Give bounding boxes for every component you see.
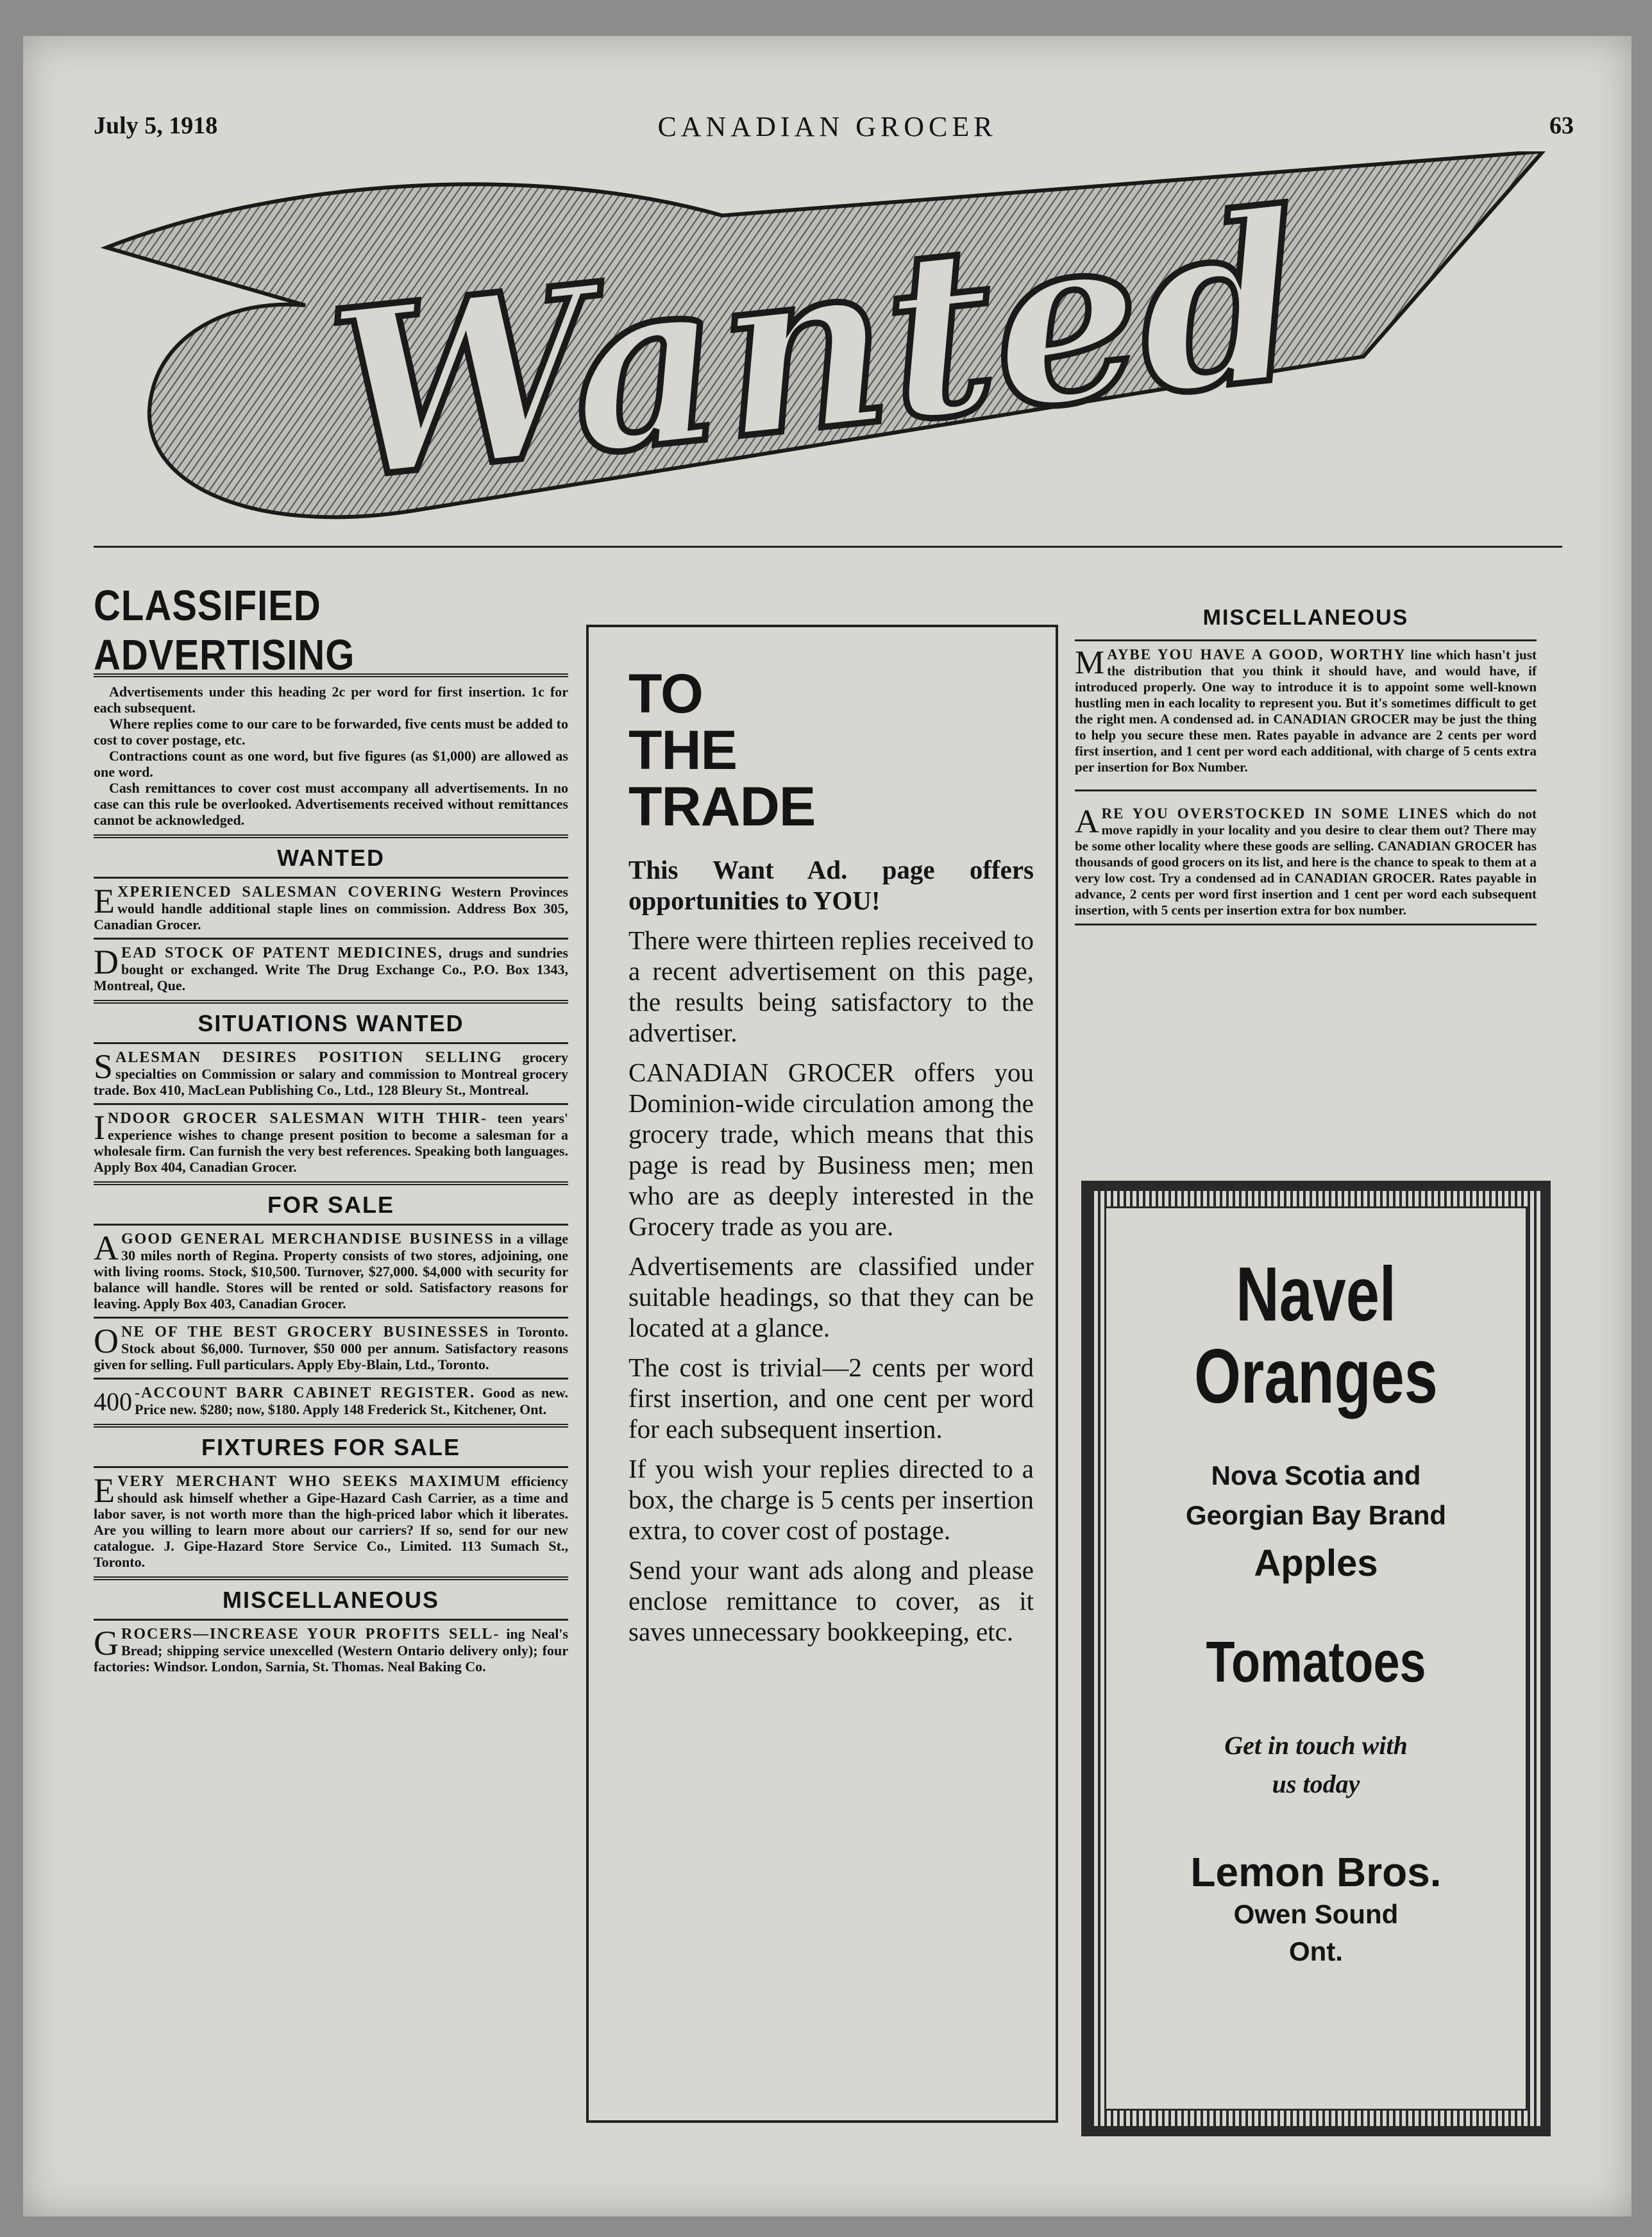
classified-intro bbox=[94, 684, 568, 828]
intro-line: Cash remittances to cover cost must accompany all advertisements. In no case can this rule be overlooked. Advertisements received without remittances cannot be acknowledged. bbox=[94, 780, 568, 828]
classified-ad: SALESMAN DESIRES POSITION SELLING grocery specialties on Commission or salary and commission to Montreal grocery trade. Box 410, MacLean Publishing Co., Ltd., 128 Bleury St., Montreal. bbox=[94, 1047, 568, 1098]
classified-ad: ONE OF THE BEST GROCERY BUSINESSES in Toronto. Stock about $6,000. Turnover, $50 000 per annum. Satisfactory reasons given for selling. Full particulars. Apply Eby-Blain, Ltd., Toronto. bbox=[94, 1322, 568, 1372]
wanted-banner bbox=[94, 151, 1562, 536]
issue-date: July 5, 1918 bbox=[94, 112, 218, 139]
ad-oranges: Oranges bbox=[1194, 1333, 1438, 1419]
divider bbox=[94, 834, 568, 838]
ad-get2: us today bbox=[1272, 1769, 1360, 1798]
intro-line: Contractions count as one word, but five figures (as $1,000) are allowed as one word. bbox=[94, 748, 568, 780]
classified-ad: EVERY MERCHANT WHO SEEKS MAXIMUM efficiency should ask himself whether a Gipe-Hazard Cash Carrier, as a time and labor saver, is not worth more than the high-priced labor which it liberates. Are you willing to learn more about our carriers? If so, send for our new catalogue. J. Gipe-Hazard Store Service Co., Limited. 113 Sumach St., Toronto. bbox=[94, 1471, 568, 1570]
divider bbox=[94, 1424, 568, 1428]
section-heading-misc-right: MISCELLANEOUS bbox=[1202, 605, 1409, 630]
divider bbox=[94, 877, 568, 879]
classified-ad: EXPERIENCED SALESMAN COVERING Western Provinces would handle additional staple lines on commission. Address Box 305, Canadian Grocer. bbox=[94, 882, 568, 933]
trade-paragraph: The cost is trivial—2 cents per word first insertion, and one cent per word for each subsequent insertion. bbox=[628, 1353, 1034, 1444]
classified-column bbox=[94, 581, 568, 1678]
section-heading-fixtures: FIXTURES FOR SALE bbox=[201, 1434, 461, 1460]
trade-paragraph: There were thirteen replies received to a recent advertisement on this page, the results being satisfactory to the advertiser. bbox=[628, 925, 1034, 1047]
divider bbox=[94, 1378, 568, 1380]
divider bbox=[94, 1103, 568, 1105]
divider bbox=[94, 1576, 568, 1580]
classified-ad: 400 -ACCOUNT BARR CABINET REGISTER. Good as new. Price new. $280; now, $180. Apply 148 Frederick St., Kitchener, Ont. bbox=[94, 1385, 568, 1417]
misc-column bbox=[1075, 605, 1537, 931]
section-heading-misc: MISCELLANEOUS bbox=[222, 1587, 439, 1613]
classified-title: CLASSIFIED ADVERTISING bbox=[94, 582, 355, 679]
divider bbox=[1075, 789, 1537, 791]
trade-headline: TO THE TRADE bbox=[628, 663, 816, 838]
classified-ad: MAYBE YOU HAVE A GOOD, WORTHY line which hasn't just the distribution that you think it should have, and would have, if introduced properly. One way to introduce it is to appoint some well-known hustling men in each locality to represent you. But it's sometimes difficult to get the right men. A condensed ad. in CANADIAN GROCER may be just the thing to help you secure these men. Rates payable in advance are 2 cents per word first insertion, and 1 cent per word each additional, with charge of 5 cents extra per insertion for Box Number. bbox=[1075, 645, 1537, 775]
ad-sub2: Georgian Bay Brand bbox=[1185, 1500, 1447, 1530]
divider bbox=[94, 1224, 568, 1226]
trade-paragraph: Send your want ads along and please enclose remittance to cover, as it saves unnecessary bookkeeping, etc. bbox=[628, 1555, 1034, 1646]
intro-line: Where replies come to our care to be forwarded, five cents must be added to cost to cover postage, etc. bbox=[94, 716, 568, 748]
to-the-trade-box bbox=[586, 625, 1058, 2123]
divider bbox=[94, 1000, 568, 1004]
ad-navel: Navel bbox=[1236, 1251, 1396, 1337]
section-heading-situations: SITUATIONS WANTED bbox=[198, 1010, 464, 1036]
classified-ad: ARE YOU OVERSTOCKED IN SOME LINES which do not move rapidly in your locality and you desire to clear them out? There may be some other locality where these goods are selling. CANADIAN GROCER has thousands of good grocers on its list, and here is the chance to speak to them at a very low cost. Try a condensed ad in CANADIAN GROCER. Rates payable in advance, 2 cents per word first insertion and 1 cent per word each subsequent insertion, with 5 cents per insertion extra for box number. bbox=[1075, 804, 1537, 918]
ad-province: Ont. bbox=[1289, 1936, 1343, 1966]
ad-sub1: Nova Scotia and bbox=[1211, 1460, 1421, 1490]
trade-body bbox=[628, 854, 1034, 1647]
page-number: 63 bbox=[1549, 112, 1574, 139]
publication-name: CANADIAN GROCER bbox=[657, 111, 997, 142]
divider bbox=[94, 1317, 568, 1319]
divider bbox=[1075, 639, 1537, 641]
divider bbox=[94, 1181, 568, 1185]
trade-paragraph: Advertisements are classified under suitable headings, so that they can be located at a glance. bbox=[628, 1251, 1034, 1342]
lemon-bros-ad bbox=[1081, 1181, 1551, 2136]
ad-city: Owen Sound bbox=[1233, 1899, 1399, 1929]
ad-tomatoes: Tomatoes bbox=[1206, 1630, 1426, 1694]
classified-ad: AGOOD GENERAL MERCHANDISE BUSINESS in a village 30 miles north of Regina. Property consists of two stores, adjoining, one with living rooms. Stock, $10,500. Turnover, $27,000. $4,000 with security for balance will handle. Stores will be rented or sold. Satisfactory reasons for leaving. Apply Box 403, Canadian Grocer. bbox=[94, 1229, 568, 1312]
banner-text: Wanted bbox=[319, 160, 1314, 532]
classified-ad: DEAD STOCK OF PATENT MEDICINES, drugs and sundries bought or exchanged. Write The Drug Exchange Co., P.O. Box 1343, Montreal, Que. bbox=[94, 943, 568, 993]
trade-paragraph: This Want Ad. page offers opportunities to YOU! bbox=[628, 855, 1034, 915]
ad-get1: Get in touch with bbox=[1224, 1731, 1408, 1760]
divider bbox=[94, 938, 568, 940]
divider bbox=[94, 1042, 568, 1044]
banner-rule bbox=[94, 546, 1562, 548]
divider bbox=[94, 1619, 568, 1621]
classified-ad: INDOOR GROCER SALESMAN WITH THIR- teen years' experience wishes to change present position to become a salesman for a wholesale firm. Can furnish the very best references. Speaking both languages. Apply Box 404, Canadian Grocer. bbox=[94, 1108, 569, 1175]
lemon-bros-ad-inner bbox=[1104, 1206, 1528, 2111]
divider bbox=[94, 1466, 568, 1468]
classified-ad: GROCERS—INCREASE YOUR PROFITS SELL- ing Neal's Bread; shipping service unexcelled (Western Ontario delivery only); four factories: Windsor. London, Sarnia, St. Thomas. Neal Baking Co. bbox=[94, 1624, 568, 1675]
trade-paragraph: If you wish your replies directed to a box, the charge is 5 cents per insertion extra, to cover cost of postage. bbox=[628, 1454, 1034, 1545]
section-heading-for-sale: FOR SALE bbox=[267, 1192, 394, 1218]
intro-line: Advertisements under this heading 2c per word for first insertion. 1c for each subsequent. bbox=[94, 684, 568, 716]
ad-apples: Apples bbox=[1254, 1542, 1378, 1584]
section-heading-wanted: WANTED bbox=[277, 845, 385, 871]
trade-paragraph: CANADIAN GROCER offers you Dominion-wide circulation among the grocery trade, which means that this page is read by Business men; men who are as deeply interested in the Grocery trade as you are. bbox=[628, 1058, 1034, 1241]
ad-company: Lemon Bros. bbox=[1190, 1849, 1442, 1895]
divider bbox=[1075, 924, 1537, 925]
newspaper-page bbox=[23, 36, 1631, 2216]
